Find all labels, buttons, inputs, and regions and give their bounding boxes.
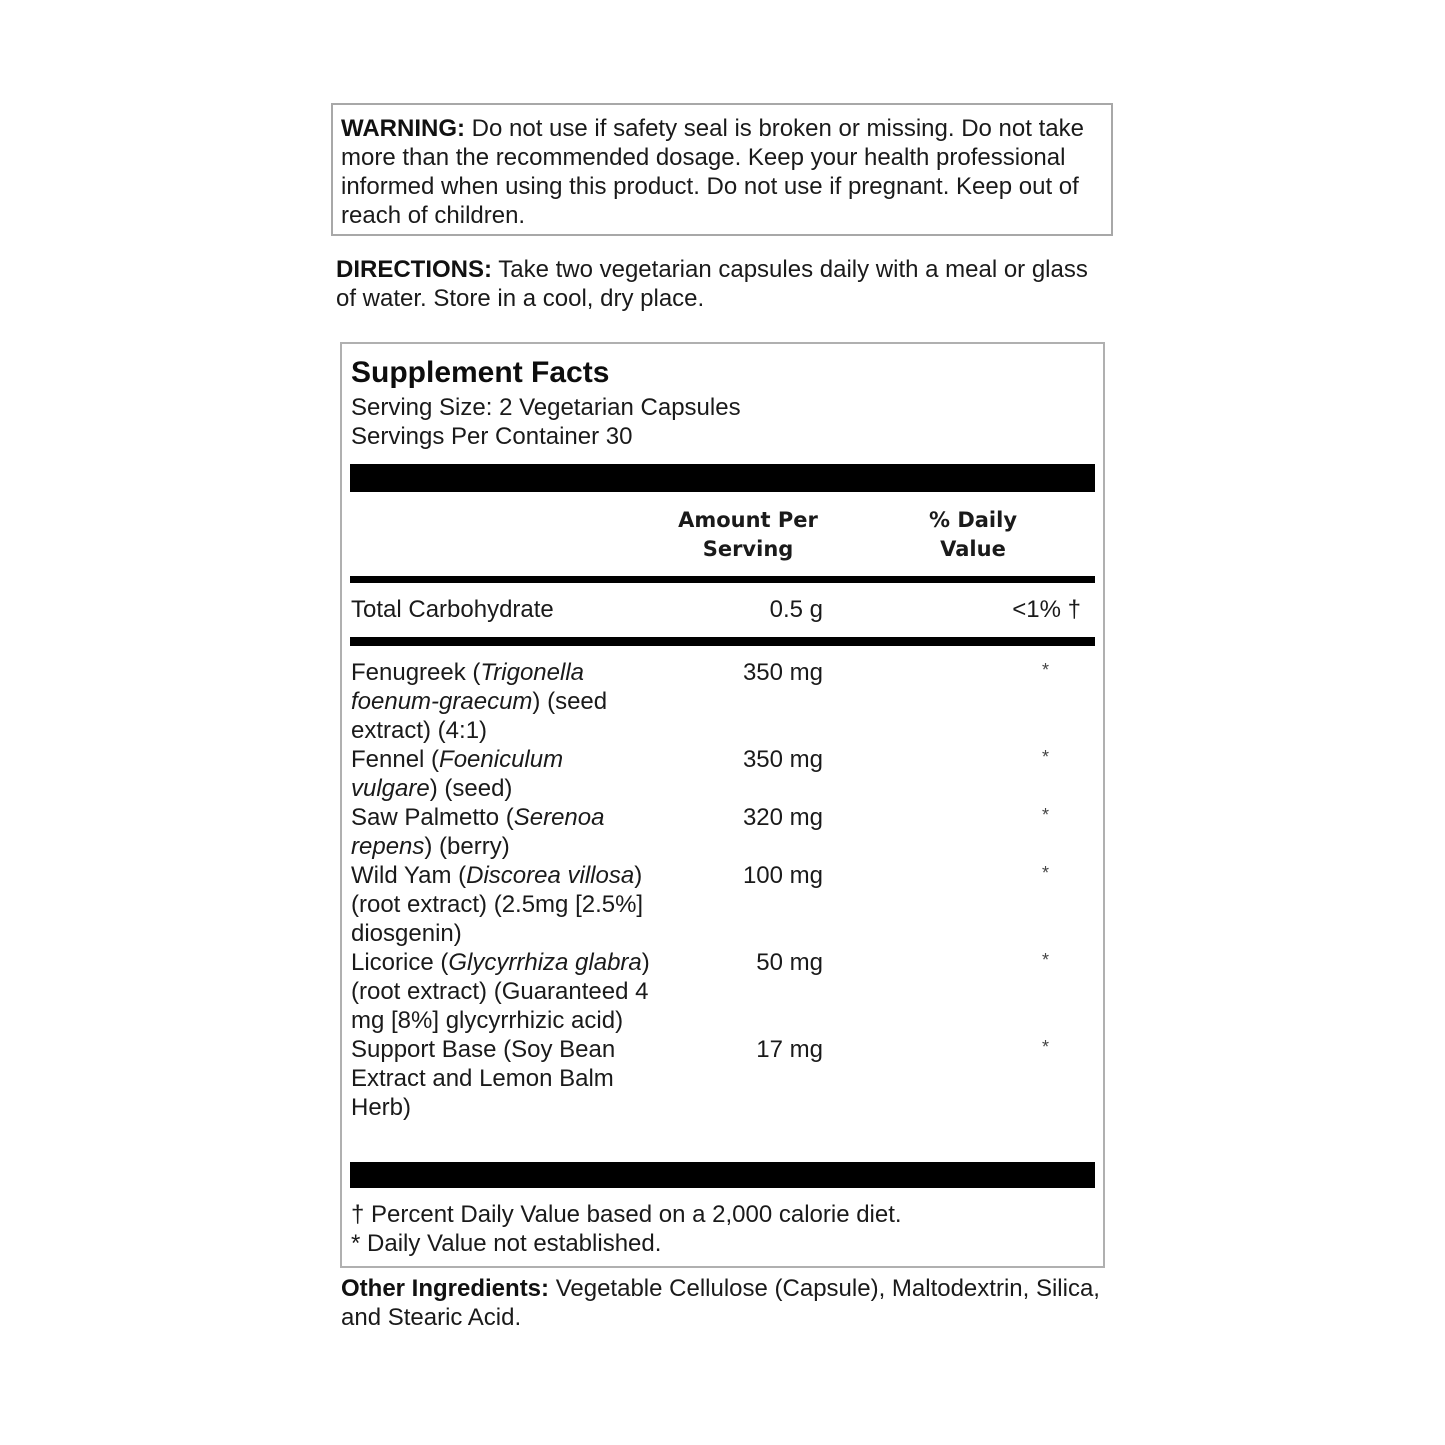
ingredient-daily-value: *: [1041, 747, 1049, 767]
ingredient-amount: 100 mg: [742, 862, 823, 889]
ingredient-common-name: Wild Yam (: [351, 862, 467, 889]
ingredient-latin-name: Foeniculum vulgare: [351, 746, 564, 802]
ingredient-name: [351, 1035, 651, 1122]
ingredient-part: ) (berry): [424, 833, 510, 860]
ingredient-latin-name: Glycyrrhiza glabra: [448, 949, 642, 976]
ingredient-row: [351, 803, 1091, 861]
amount-header-line2: Serving: [702, 537, 794, 561]
amount-per-serving-header: [654, 506, 842, 564]
ingredient-amount: 350 mg: [742, 659, 823, 686]
ingredient-name: [351, 745, 651, 803]
ingredient-daily-value: *: [1041, 863, 1049, 883]
dv-header-line1: % Daily: [928, 508, 1018, 532]
ingredient-common-name: Fenugreek (: [351, 659, 481, 686]
warning-text: Do not use if safety seal is broken or missing. Do not take more than the recommended dosage. Keep your health professional informed when using this product. Do not use if pregnant. Keep out of reach of children.: [341, 115, 1084, 229]
directions-text: Take two vegetarian capsules daily with a meal or glass of water. Store in a cool, dry place.: [336, 256, 1088, 312]
ingredient-name: [351, 803, 651, 861]
ingredient-common-name: Support Base (Soy Bean Extract and Lemon Balm Herb): [351, 1036, 616, 1121]
divider-thick: [350, 1162, 1095, 1188]
other-ingredients-text: Vegetable Cellulose (Capsule), Maltodextrin, Silica, and Stearic Acid.: [341, 1275, 1100, 1331]
nutrient-name: Total Carbohydrate: [351, 596, 554, 623]
facts-title: Supplement Facts: [351, 356, 610, 389]
ingredient-amount: 17 mg: [756, 1036, 823, 1063]
ingredient-part: ) (seed): [429, 775, 513, 802]
ingredient-name: [351, 861, 651, 948]
ingredient-daily-value: *: [1041, 950, 1049, 970]
ingredient-name: [351, 658, 651, 745]
warning-box: [331, 103, 1113, 236]
ingredient-common-name: Fennel (: [351, 746, 440, 773]
footnotes: [351, 1200, 902, 1258]
ingredient-latin-name: Serenoa repens: [351, 804, 605, 860]
serving-size: Serving Size: 2 Vegetarian Capsules: [351, 394, 741, 421]
ingredient-common-name: Licorice (: [351, 949, 449, 976]
ingredient-latin-name: Discorea villosa: [466, 862, 635, 889]
ingredient-daily-value: *: [1041, 1037, 1049, 1057]
nutrient-amount: 0.5 g: [769, 596, 823, 623]
ingredient-row: [351, 745, 1091, 803]
other-ingredients-label: Other Ingredients:: [341, 1275, 550, 1302]
other-ingredients: [341, 1274, 1111, 1332]
ingredient-row: [351, 658, 1091, 745]
ingredient-amount: 320 mg: [742, 804, 823, 831]
ingredient-row: [351, 861, 1091, 948]
ingredient-part: ) (root extract) (2.5mg [2.5%] diosgenin): [351, 862, 644, 947]
directions-label: DIRECTIONS:: [336, 256, 492, 283]
nutrient-daily-value: <1% †: [1012, 596, 1081, 623]
ingredient-list: [351, 658, 1091, 1122]
footnote-star: * Daily Value not established.: [351, 1230, 662, 1257]
daily-value-header: [908, 506, 1038, 564]
divider-medium: [350, 576, 1095, 583]
ingredient-part: ) (root extract) (Guaranteed 4 mg [8%] glycyrrhizic acid): [351, 949, 650, 1034]
ingredient-name: [351, 948, 651, 1035]
amount-header-line1: Amount Per: [678, 508, 818, 532]
ingredient-row: [351, 948, 1091, 1035]
footnote-dagger: † Percent Daily Value based on a 2,000 calorie diet.: [351, 1201, 902, 1228]
directions: [336, 255, 1106, 313]
ingredient-part: ) (seed extract) (4:1): [351, 688, 608, 744]
dv-header-line2: Value: [940, 537, 1006, 561]
divider-medium: [350, 637, 1095, 646]
warning-label: WARNING:: [341, 115, 465, 142]
supplement-facts-panel: [340, 342, 1105, 1268]
ingredient-daily-value: *: [1041, 805, 1049, 825]
ingredient-amount: 50 mg: [756, 949, 823, 976]
ingredient-daily-value: *: [1041, 660, 1049, 680]
ingredient-latin-name: Trigonella foenum-graecum: [351, 659, 585, 715]
servings-per-container: Servings Per Container 30: [351, 423, 633, 450]
ingredient-common-name: Saw Palmetto (: [351, 804, 514, 831]
ingredient-amount: 350 mg: [742, 746, 823, 773]
divider-thick: [350, 464, 1095, 492]
ingredient-row: [351, 1035, 1091, 1122]
